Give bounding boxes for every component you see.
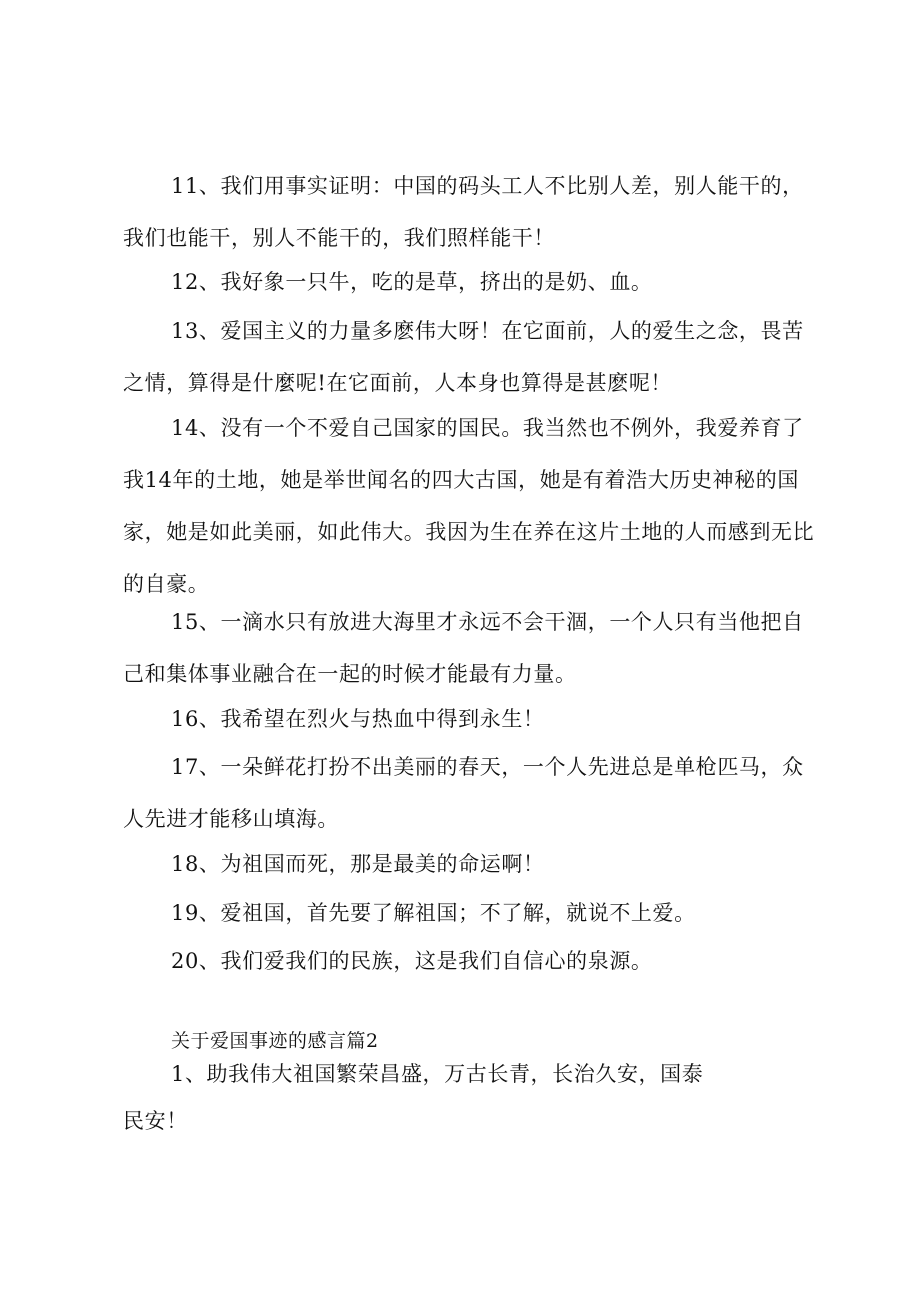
paragraph-20: 20、我们爱我们的民族，这是我们自信心的泉源。: [171, 949, 653, 973]
paragraph-11: 11、我们用事实证明：中国的码头工人不比别人差，别人能干的，我们也能干，别人不能干的，我们照样能干！: [123, 174, 804, 250]
paragraph-19: 19、爱祖国，首先要了解祖国；不了解，就说不上爱。: [171, 901, 696, 925]
paragraph-14: 14、没有一个不爱自己国家的国民。我当然也不例外，我爱养育了我14年的土地，她是举世闻名的四大古国，她是有着浩大历史神秘的国家，她是如此美丽，如此伟大。我因为生在养在这片土地的人而感到无比的自豪。: [123, 416, 815, 596]
paragraph-15: 15、一滴水只有放进大海里才永远不会干涸，一个人只有当他把自己和集体事业融合在一起的时候才能最有力量。: [123, 610, 804, 686]
paragraph-12: 12、我好象一只牛，吃的是草，挤出的是奶、血。: [171, 270, 653, 294]
paragraph-16: 16、我希望在烈火与热血中得到永生！: [171, 707, 545, 731]
paragraph-18: 18、为祖国而死，那是最美的命运啊！: [171, 852, 545, 876]
paragraph-17: 17、一朵鲜花打扮不出美丽的春天，一个人先进总是单枪匹马，众人先进才能移山填海。: [123, 755, 804, 831]
section2-item-1: 1、助我伟大祖国繁荣昌盛，万古长青，长治久安，国泰民安！: [123, 1062, 704, 1133]
section-heading: 关于爱国事迹的感言篇2: [171, 1030, 379, 1052]
paragraph-13: 13、爱国主义的力量多麽伟大呀！在它面前，人的爱生之念，畏苦之情，算得是什麼呢!在它面前，人本身也算得是甚麽呢！: [123, 319, 804, 395]
